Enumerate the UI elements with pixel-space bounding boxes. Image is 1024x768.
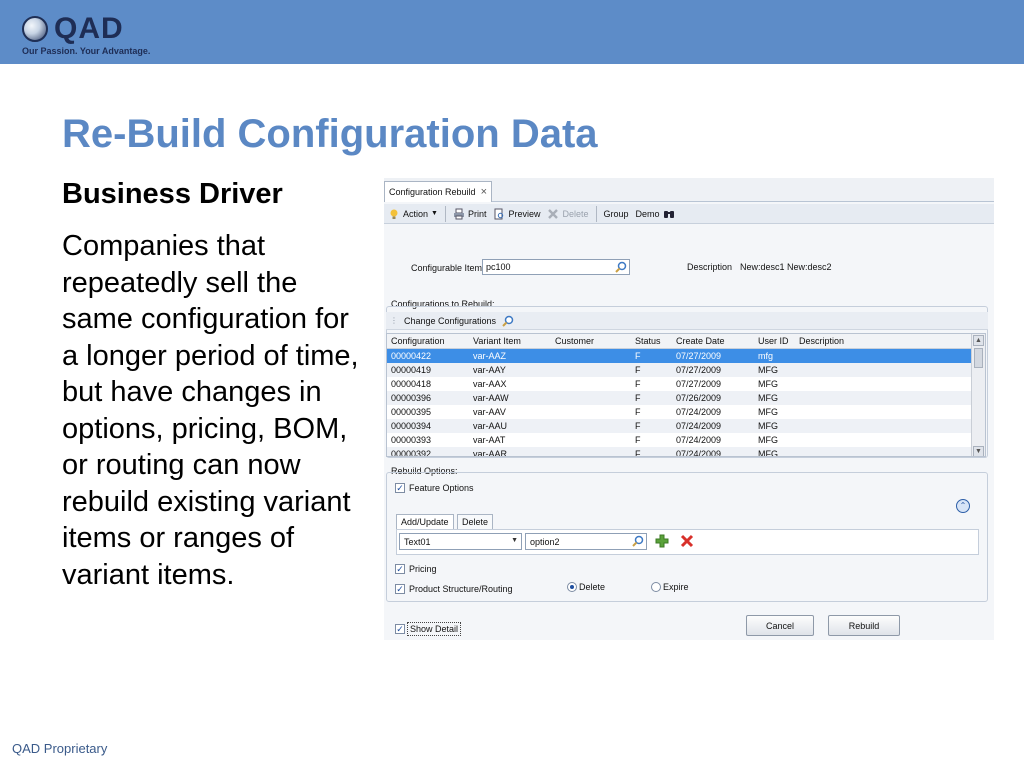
- search-icon[interactable]: [502, 315, 514, 327]
- option-input[interactable]: [525, 533, 647, 550]
- table-cell: F: [635, 365, 641, 375]
- configurations-grid: [386, 333, 986, 457]
- table-cell: 07/24/2009: [676, 449, 722, 457]
- table-cell: var-AAY: [473, 365, 506, 375]
- delete-icon: [547, 208, 559, 220]
- demo-label: Demo: [635, 208, 660, 219]
- table-cell: MFG: [758, 379, 778, 389]
- delete-radio[interactable]: [567, 582, 577, 592]
- product-structure-routing-checkbox[interactable]: ✓: [396, 584, 404, 594]
- globe-icon: [22, 16, 48, 42]
- tab-configuration-rebuild[interactable]: [384, 181, 492, 202]
- configuration-rebuild-window: [384, 178, 994, 640]
- expire-radio-label: Expire: [663, 582, 689, 592]
- option-value: option2: [530, 536, 560, 547]
- table-cell: 07/27/2009: [676, 379, 722, 389]
- feature-select[interactable]: [399, 533, 522, 550]
- table-row[interactable]: [387, 447, 985, 457]
- table-cell: 07/24/2009: [676, 421, 722, 431]
- table-cell: 00000419: [391, 365, 432, 375]
- configurable-item-input[interactable]: [482, 259, 630, 275]
- pricing-checkbox[interactable]: ✓: [396, 564, 404, 574]
- scroll-thumb[interactable]: [974, 348, 983, 368]
- add-icon[interactable]: [655, 534, 669, 548]
- logo-wordmark: QAD: [54, 12, 124, 45]
- rebuild-button[interactable]: Rebuild: [828, 615, 900, 636]
- toolbar-separator: [596, 206, 597, 222]
- scroll-up-icon[interactable]: ▲: [973, 335, 984, 346]
- scroll-down-icon[interactable]: ▼: [973, 446, 984, 457]
- table-cell: 00000392: [391, 449, 432, 457]
- business-driver-heading: Business Driver: [62, 178, 283, 210]
- table-row[interactable]: [387, 405, 985, 419]
- column-header[interactable]: Description: [799, 336, 845, 346]
- rebuild-options-group-label: Rebuild Options:: [391, 466, 458, 476]
- print-label: Print: [467, 208, 487, 219]
- preview-label: Preview: [508, 208, 541, 219]
- chevron-down-icon: ▼: [431, 210, 438, 217]
- table-cell: var-AAU: [473, 421, 508, 431]
- change-configurations-bar: [386, 312, 988, 330]
- close-icon[interactable]: ×: [480, 186, 487, 198]
- table-cell: var-AAX: [473, 379, 507, 389]
- feature-options-checkbox[interactable]: ✓: [396, 483, 404, 493]
- table-cell: F: [635, 393, 641, 403]
- delete-button[interactable]: [547, 208, 588, 220]
- tab-strip: [384, 178, 994, 202]
- cancel-button[interactable]: Cancel: [746, 615, 814, 636]
- grid-header: [387, 334, 985, 349]
- column-header[interactable]: User ID: [758, 336, 789, 346]
- business-driver-text: Companies that repeatedly sell the same configuration for a longer period of time, but have changes in options, pricing, BOM, or routing can now rebuild existing variant items or ranges of variant items.: [62, 230, 359, 591]
- table-cell: var-AAV: [473, 407, 506, 417]
- table-cell: F: [635, 421, 641, 431]
- printer-icon: [453, 208, 465, 220]
- table-row[interactable]: [387, 433, 985, 447]
- table-cell: var-AAW: [473, 393, 509, 403]
- table-cell: MFG: [758, 435, 778, 445]
- table-cell: var-AAT: [473, 435, 506, 445]
- header-band: [0, 0, 1024, 64]
- preview-button[interactable]: [493, 208, 540, 220]
- search-icon[interactable]: [632, 535, 644, 547]
- table-cell: 07/24/2009: [676, 407, 722, 417]
- grip-icon: ⋮: [390, 316, 398, 325]
- column-header[interactable]: Create Date: [676, 336, 725, 346]
- feature-select-value: Text01: [404, 536, 431, 547]
- table-cell: 07/26/2009: [676, 393, 722, 403]
- table-cell: 00000394: [391, 421, 432, 431]
- expire-radio[interactable]: [651, 582, 661, 592]
- table-cell: F: [635, 407, 641, 417]
- feature-options-label: Feature Options: [409, 483, 474, 493]
- table-cell: 00000393: [391, 435, 432, 445]
- table-cell: 07/27/2009: [676, 365, 722, 375]
- table-cell: 07/24/2009: [676, 435, 722, 445]
- table-row[interactable]: [387, 391, 985, 405]
- footer-text: QAD Proprietary: [12, 741, 108, 756]
- tab-label: Configuration Rebuild: [389, 187, 476, 197]
- search-icon[interactable]: [615, 261, 627, 273]
- qad-logo: [22, 14, 172, 58]
- group-button[interactable]: [604, 209, 629, 219]
- binoculars-icon: [663, 208, 675, 220]
- pricing-label: Pricing: [409, 564, 437, 574]
- table-cell: 00000395: [391, 407, 432, 417]
- lightbulb-icon: [388, 208, 400, 220]
- slide-title: Re-Build Configuration Data: [62, 112, 598, 156]
- change-configurations-label[interactable]: Change Configurations: [404, 315, 497, 326]
- remove-icon[interactable]: [680, 534, 694, 548]
- print-button[interactable]: [453, 208, 487, 220]
- description-value: New:desc1 New:desc2: [740, 262, 832, 272]
- table-cell: 00000422: [391, 351, 432, 361]
- table-cell: var-AAR: [473, 449, 508, 457]
- table-cell: mfg: [758, 351, 774, 361]
- table-cell: 00000396: [391, 393, 432, 403]
- table-row[interactable]: [387, 377, 985, 391]
- description-label: Description: [687, 262, 733, 272]
- toolbar: [384, 204, 994, 224]
- table-cell: MFG: [758, 421, 778, 431]
- table-cell: F: [635, 379, 641, 389]
- chevron-down-icon: ▼: [511, 537, 518, 544]
- table-cell: MFG: [758, 449, 778, 457]
- delete-radio-label: Delete: [579, 582, 606, 592]
- table-row[interactable]: [387, 419, 985, 433]
- column-header[interactable]: Configuration: [391, 336, 445, 346]
- tab-delete[interactable]: Delete: [457, 514, 493, 529]
- tab-add-update[interactable]: Add/Update: [396, 514, 454, 529]
- action-menu-button[interactable]: [388, 208, 438, 220]
- table-cell: var-AAZ: [473, 351, 507, 361]
- group-label: Group: [603, 208, 629, 219]
- table-cell: 07/27/2009: [676, 351, 722, 361]
- grid-body: [387, 349, 985, 457]
- table-cell: MFG: [758, 407, 778, 417]
- table-cell: F: [635, 351, 641, 361]
- column-header[interactable]: Status: [635, 336, 661, 346]
- configurable-item-label: Configurable Item: [411, 263, 483, 273]
- table-row[interactable]: [387, 363, 985, 377]
- logo-tagline: Our Passion. Your Advantage.: [22, 46, 151, 56]
- action-label: Action: [403, 208, 429, 219]
- table-cell: MFG: [758, 393, 778, 403]
- table-cell: F: [635, 435, 641, 445]
- table-cell: F: [635, 449, 641, 457]
- show-detail-label: Show Detail: [407, 622, 461, 636]
- product-structure-routing-label: Product Structure/Routing: [409, 584, 513, 594]
- table-row[interactable]: [387, 349, 985, 363]
- demo-button[interactable]: [636, 208, 675, 220]
- vertical-scrollbar[interactable]: [971, 334, 985, 457]
- column-header[interactable]: Variant Item: [473, 336, 521, 346]
- table-cell: MFG: [758, 365, 778, 375]
- show-detail-checkbox[interactable]: ✓: [396, 624, 404, 634]
- configurations-group-label: Configurations to Rebuild:: [391, 299, 495, 309]
- collapse-icon[interactable]: ⌃: [956, 499, 970, 513]
- toolbar-separator: [445, 206, 446, 222]
- column-header[interactable]: Customer: [555, 336, 595, 346]
- preview-icon: [493, 208, 505, 220]
- delete-label: Delete: [562, 208, 589, 219]
- table-cell: 00000418: [391, 379, 432, 389]
- configurable-item-value: pc100: [486, 262, 511, 272]
